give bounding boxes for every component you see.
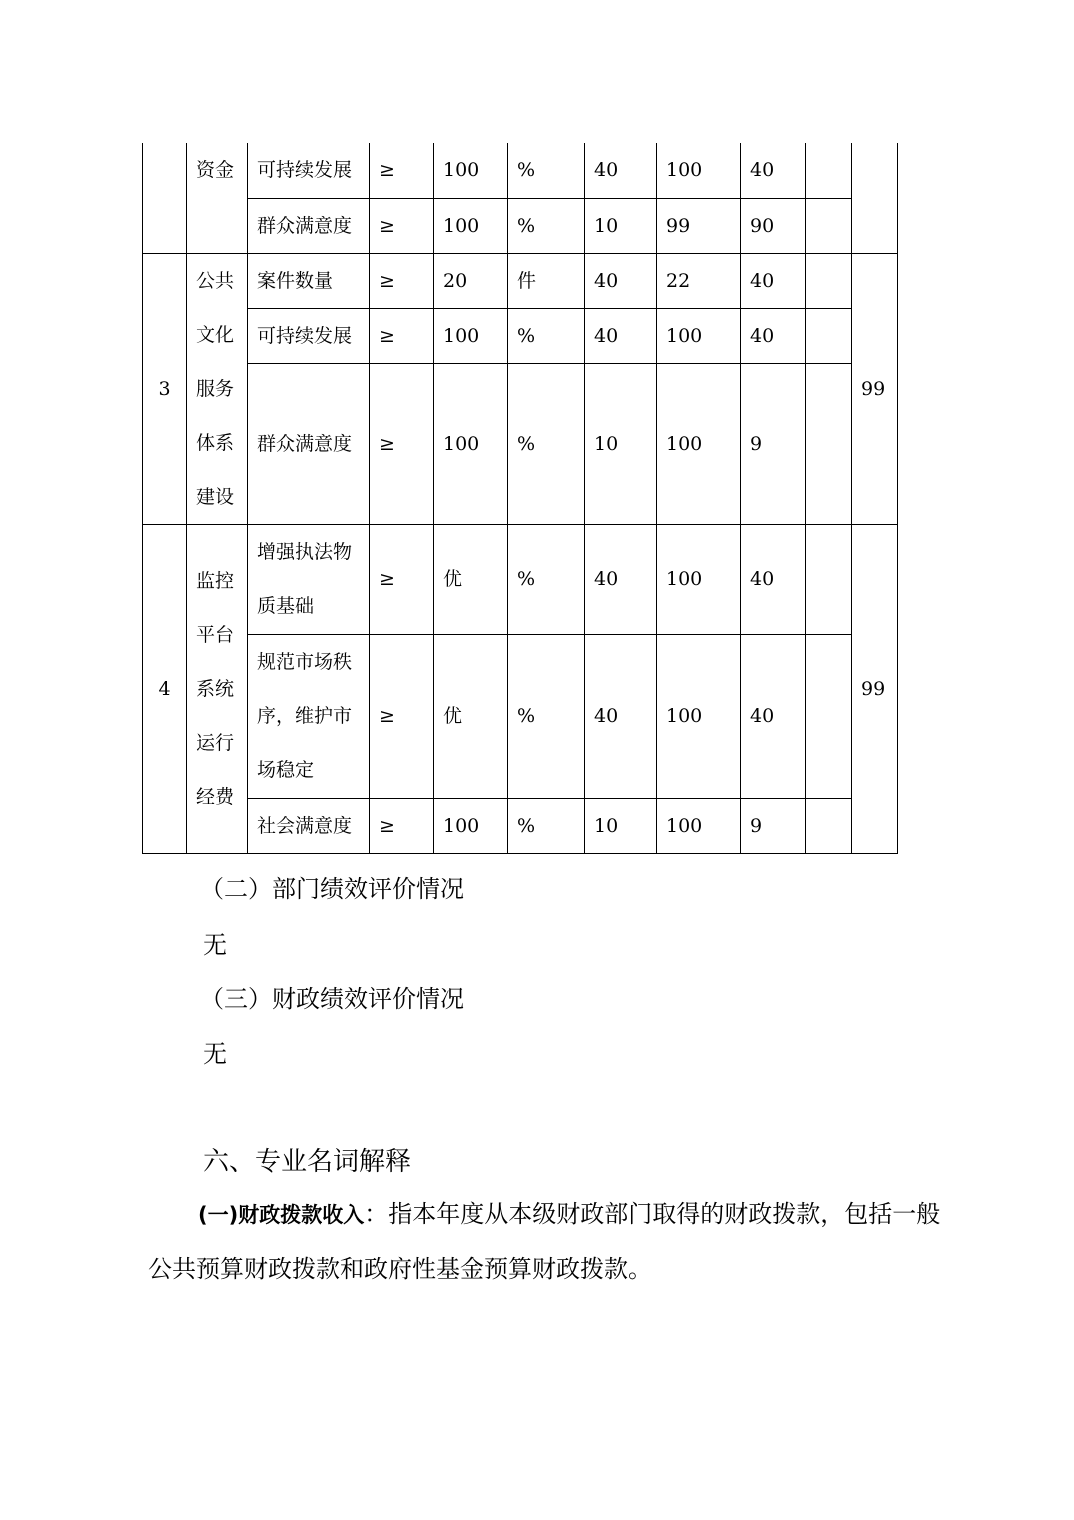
operator: ≥ — [370, 143, 434, 198]
table-row — [143, 363, 898, 524]
note — [806, 143, 852, 198]
total-score: 99 — [852, 253, 898, 524]
target: 20 — [434, 253, 508, 308]
total-score: 99 — [852, 524, 898, 853]
weight: 40 — [585, 308, 657, 363]
note — [806, 363, 852, 524]
indicator: 规范市场秩 序，维护市 场稳定 — [248, 634, 370, 798]
dept-eval-heading: （二）部门绩效评价情况 — [200, 875, 464, 903]
actual: 22 — [657, 253, 741, 308]
unit: 件 — [508, 253, 585, 308]
row-index: 3 — [143, 253, 187, 524]
project-name: 资金 — [187, 143, 248, 253]
note — [806, 198, 852, 253]
unit: % — [508, 308, 585, 363]
total-score — [852, 143, 898, 253]
note — [806, 524, 852, 634]
operator: ≥ — [370, 308, 434, 363]
glossary-definition: ：指本年度从本级财政部门取得的财政拨款，包括一般公共预算财政拨款和政府性基金预算财政拨款。 — [148, 1200, 941, 1283]
target: 100 — [434, 363, 508, 524]
table-row — [143, 143, 898, 198]
fin-eval-body: 无 — [203, 1040, 227, 1068]
actual: 100 — [657, 798, 741, 853]
fin-eval-heading: （三）财政绩效评价情况 — [200, 985, 464, 1013]
score: 40 — [741, 524, 806, 634]
indicator: 群众满意度 — [248, 198, 370, 253]
weight: 40 — [585, 253, 657, 308]
actual: 100 — [657, 143, 741, 198]
project-name: 监控 平台 系统 运行 经费 — [187, 524, 248, 853]
score: 9 — [741, 798, 806, 853]
operator: ≥ — [370, 524, 434, 634]
indicator: 案件数量 — [248, 253, 370, 308]
operator: ≥ — [370, 253, 434, 308]
indicator: 可持续发展 — [248, 308, 370, 363]
performance-table — [142, 143, 898, 854]
operator: ≥ — [370, 363, 434, 524]
table-row — [143, 524, 898, 634]
target: 优 — [434, 524, 508, 634]
row-index: 4 — [143, 524, 187, 853]
unit: % — [508, 363, 585, 524]
actual: 100 — [657, 308, 741, 363]
note — [806, 308, 852, 363]
indicator: 可持续发展 — [248, 143, 370, 198]
operator: ≥ — [370, 634, 434, 798]
project-name: 公共 文化 服务 体系 建设 — [187, 253, 248, 524]
unit: % — [508, 143, 585, 198]
actual: 99 — [657, 198, 741, 253]
table-row — [143, 798, 898, 853]
score: 40 — [741, 253, 806, 308]
target: 100 — [434, 798, 508, 853]
weight: 10 — [585, 798, 657, 853]
table-row — [143, 634, 898, 798]
score: 9 — [741, 363, 806, 524]
note — [806, 253, 852, 308]
actual: 100 — [657, 634, 741, 798]
weight: 40 — [585, 634, 657, 798]
score: 40 — [741, 143, 806, 198]
weight: 10 — [585, 363, 657, 524]
weight: 40 — [585, 143, 657, 198]
target: 100 — [434, 198, 508, 253]
actual: 100 — [657, 363, 741, 524]
operator: ≥ — [370, 798, 434, 853]
row-index — [143, 143, 187, 253]
glossary-item-1 — [148, 1187, 948, 1296]
operator: ≥ — [370, 198, 434, 253]
score: 40 — [741, 308, 806, 363]
table-row — [143, 253, 898, 308]
target: 100 — [434, 308, 508, 363]
unit: % — [508, 798, 585, 853]
note — [806, 634, 852, 798]
dept-eval-body: 无 — [203, 931, 227, 959]
indicator: 增强执法物 质基础 — [248, 524, 370, 634]
unit: % — [508, 524, 585, 634]
table-row — [143, 198, 898, 253]
target: 100 — [434, 143, 508, 198]
score: 40 — [741, 634, 806, 798]
unit: % — [508, 198, 585, 253]
score: 90 — [741, 198, 806, 253]
note — [806, 798, 852, 853]
glossary-heading: 六、专业名词解释 — [203, 1147, 412, 1177]
indicator: 群众满意度 — [248, 363, 370, 524]
table-row — [143, 308, 898, 363]
target: 优 — [434, 634, 508, 798]
glossary-term: (一)财政拨款收入 — [198, 1203, 365, 1227]
weight: 40 — [585, 524, 657, 634]
unit: % — [508, 634, 585, 798]
actual: 100 — [657, 524, 741, 634]
indicator: 社会满意度 — [248, 798, 370, 853]
weight: 10 — [585, 198, 657, 253]
